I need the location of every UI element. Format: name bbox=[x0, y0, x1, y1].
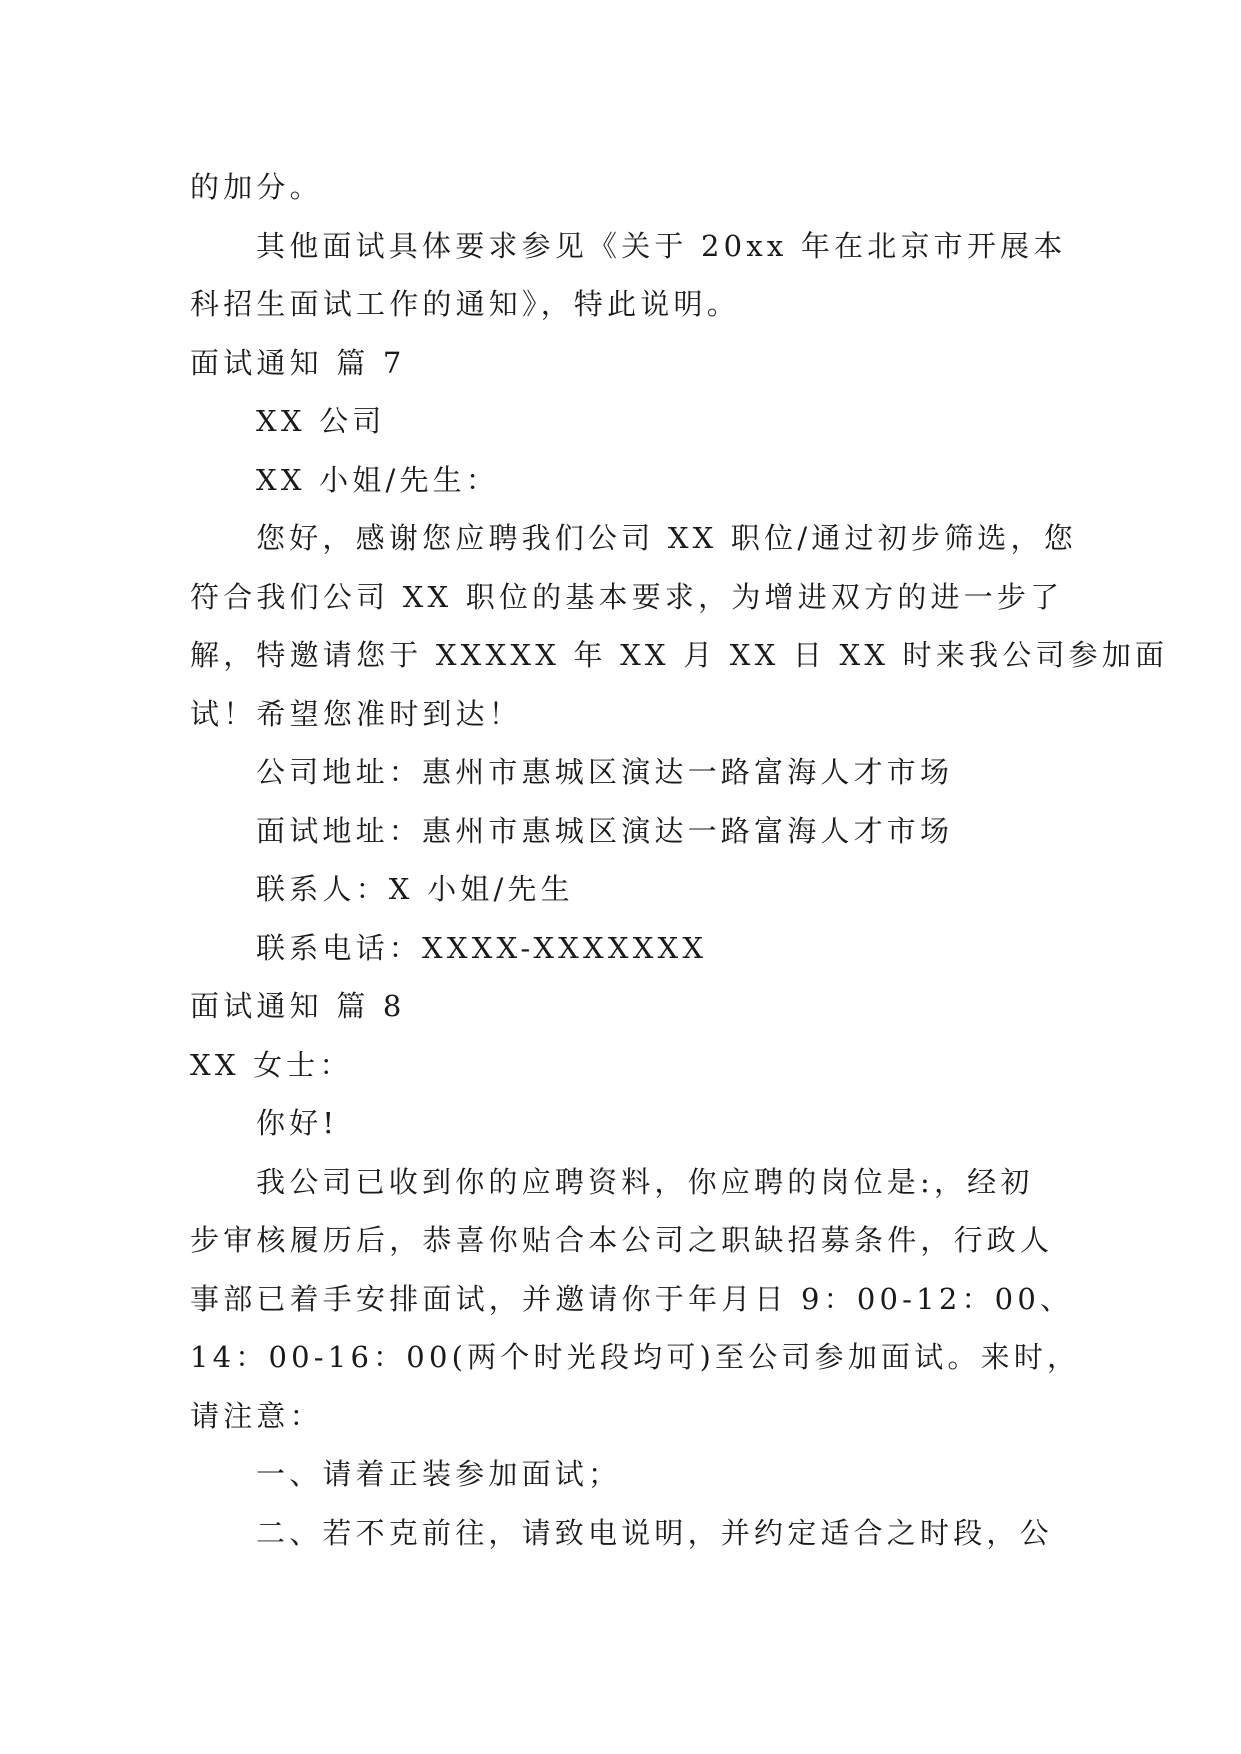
text-line: 试！希望您准时到达！ bbox=[190, 696, 523, 731]
greeting: 你好! bbox=[256, 1106, 339, 1140]
list-item: 一、请着正装参加面试； bbox=[256, 1457, 622, 1491]
interview-address: 面试地址：惠州市惠城区演达一路富海人才市场 bbox=[256, 813, 954, 848]
text-line: 解，特邀请您于 XXXXX 年 XX 月 XX 日 XX 时来我公司参加面 bbox=[190, 638, 1169, 672]
text-line: 科招生面试工作的通知》，特此说明。 bbox=[190, 287, 740, 321]
salutation: XX 小姐/先生： bbox=[256, 462, 500, 497]
text-line: 事部已着手安排面试，并邀请你于年月日 9：00-12：00、 bbox=[190, 1281, 1074, 1316]
section-heading-7: 面试通知 篇 7 bbox=[190, 345, 406, 380]
text-line: 步审核履历后，恭喜你贴合本公司之职缺招募条件，行政人 bbox=[190, 1223, 1054, 1257]
contact-person: 联系人：X 小姐/先生 bbox=[256, 872, 574, 906]
company-address: 公司地址：惠州市惠城区演达一路富海人才市场 bbox=[256, 755, 954, 789]
text-line: 其他面试具体要求参见《关于 20xx 年在北京市开展本 bbox=[256, 228, 1067, 263]
document-body bbox=[190, 158, 1169, 1562]
text-line: 我公司已收到你的应聘资料，你应聘的岗位是:，经初 bbox=[256, 1164, 1034, 1199]
section-heading-8: 面试通知 篇 8 bbox=[190, 989, 406, 1023]
contact-phone: 联系电话：XXXX-XXXXXXX bbox=[256, 930, 708, 965]
text-line: XX 公司 bbox=[256, 404, 386, 438]
text-line: 的加分。 bbox=[190, 170, 323, 204]
text-line: 您好，感谢您应聘我们公司 XX 职位/通过初步筛选，您 bbox=[256, 521, 1077, 555]
text-line: 请注意： bbox=[190, 1398, 323, 1433]
text-line: 14：00-16：00(两个时光段均可)至公司参加面试。来时， bbox=[190, 1340, 1081, 1374]
text-line: 符合我们公司 XX 职位的基本要求，为增进双方的进一步了 bbox=[190, 579, 1064, 614]
list-item: 二、若不克前往，请致电说明，并约定适合之时段，公 bbox=[256, 1515, 1053, 1550]
salutation: XX 女士： bbox=[190, 1047, 353, 1082]
